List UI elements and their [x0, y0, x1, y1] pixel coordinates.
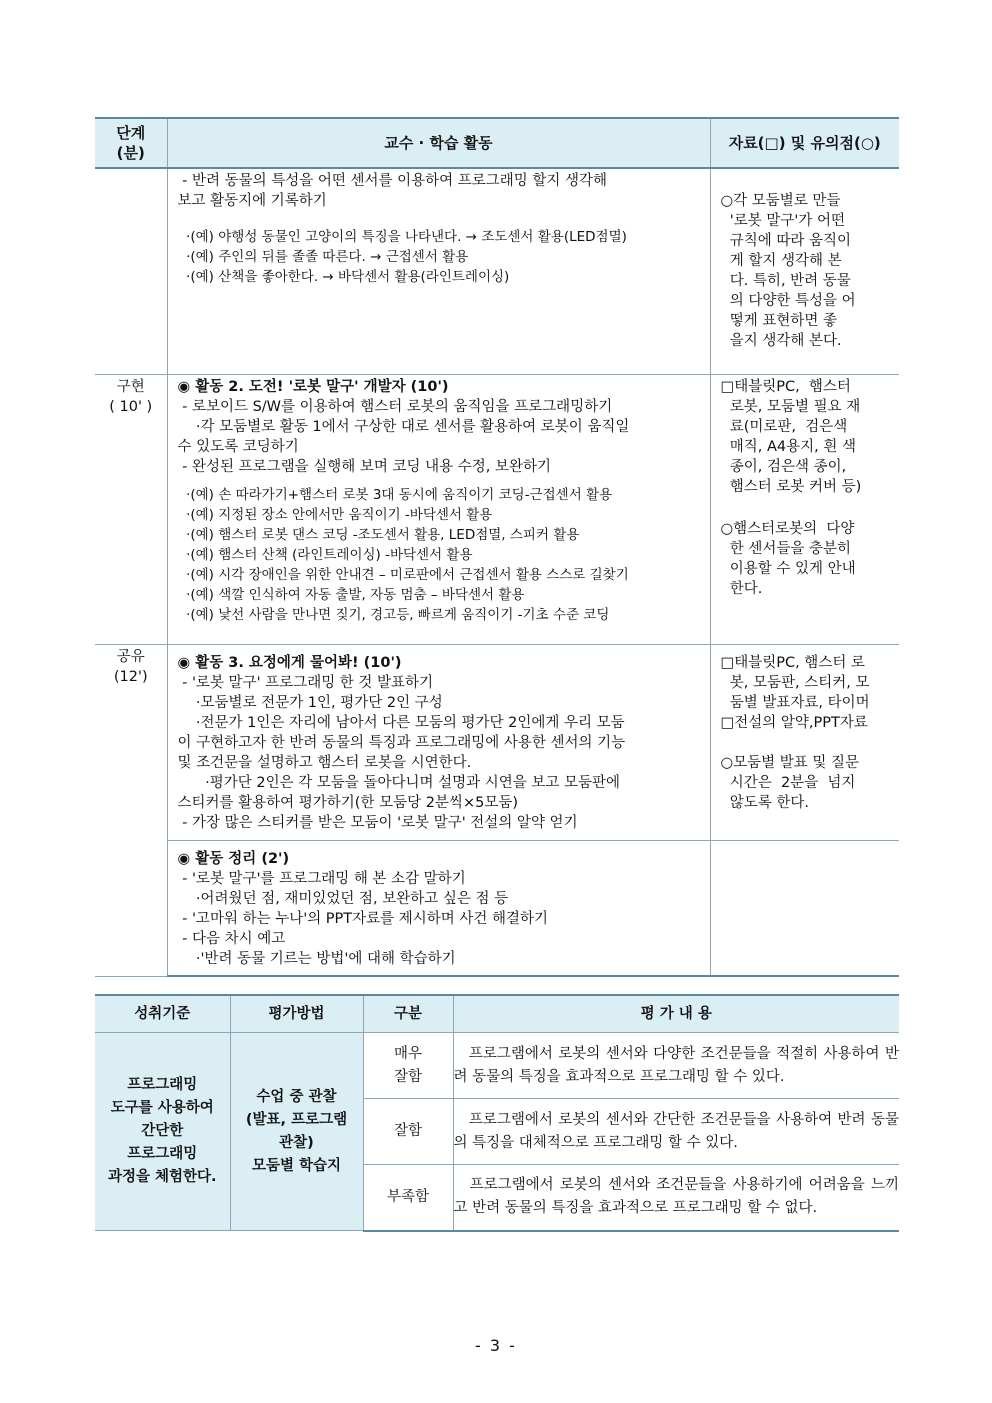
- evaluation-row: [95, 1033, 899, 1099]
- header-criteria: 성취기준: [95, 995, 230, 1033]
- row1-stage: [95, 168, 167, 374]
- level-label: 잘함: [363, 1099, 453, 1165]
- activity-title: ◉ 활동 정리 (2'): [177, 850, 290, 867]
- stage-name: 구현: [116, 378, 145, 395]
- materials-line: 로봇, 모둠별 필요 재: [720, 398, 861, 415]
- activity-line: ·모둠별로 전문가 1인, 평가단 2인 구성: [177, 694, 443, 711]
- example-line: ·(예) 시각 장애인을 위한 안내견 – 미로판에서 근접센서 활용 스스로 길찾기: [177, 566, 629, 583]
- header-materials: 자료(□) 및 유의점(○): [710, 118, 899, 168]
- materials-line: □태블릿PC, 햄스터: [720, 378, 851, 395]
- lesson-row-1: [95, 168, 899, 374]
- row1-materials: [710, 168, 899, 374]
- row4-materials: [710, 840, 899, 976]
- activity-line: 이 구현하고자 한 반려 동물의 특징과 프로그래밍에 사용한 센서의 기능: [177, 734, 626, 751]
- activity-line: - '로봇 말구' 프로그래밍 한 것 발표하기: [177, 674, 434, 691]
- example-line: ·(예) 낯선 사람을 만나면 짖기, 경고등, 빠르게 움직이기 -기초 수준 코딩: [177, 606, 610, 623]
- lesson-plan-table: [95, 117, 899, 977]
- row1-activity: [167, 168, 710, 374]
- materials-line: 매직, A4용지, 흰 색: [720, 438, 856, 455]
- materials-line: ○각 모둠별로 만들: [720, 193, 841, 209]
- materials-line: 한 센서들을 충분히: [720, 540, 851, 557]
- level-content: 프로그램에서 로봇의 센서와 다양한 조건문들을 적절히 사용하여 반려 동물의 특징을 효과적으로 프로그래밍 할 수 있다.: [453, 1033, 899, 1099]
- row3-stage: [95, 644, 167, 976]
- materials-line: 을지 생각해 본다.: [720, 333, 842, 349]
- activity-line: - 다음 차시 예고: [177, 930, 286, 947]
- header-activity: 교수 · 학습 활동: [167, 118, 710, 168]
- activity-line: ·각 모둠별로 활동 1에서 구상한 대로 센서를 활용하여 로봇이 움직일: [177, 418, 630, 435]
- materials-line: 이용할 수 있게 안내: [720, 560, 856, 577]
- lesson-table-header: [95, 118, 899, 168]
- materials-line: 게 할지 생각해 본: [720, 253, 842, 269]
- example-line: ·(예) 야행성 동물인 고양이의 특징을 나타낸다. → 조도센서 활용(LED점멸): [177, 229, 627, 245]
- example-line: ·(예) 햄스터 산책 (라인트레이싱) -바닥센서 활용: [177, 546, 473, 563]
- example-line: ·(예) 지정된 장소 안에서만 움직이기 -바닥센서 활용: [177, 506, 493, 523]
- activity-line: - 반려 동물의 특성을 어떤 센서를 이용하여 프로그래밍 할지 생각해: [177, 173, 608, 189]
- materials-line: 의 다양한 특성을 어: [720, 293, 856, 309]
- stage-time: (12'): [113, 668, 148, 685]
- materials-line: ○햄스터로봇의 다양: [720, 520, 855, 537]
- evaluation-table-header: [95, 995, 899, 1033]
- materials-line: 료(미로판, 검은색: [720, 418, 848, 435]
- header-method: 평가방법: [230, 995, 363, 1033]
- example-line: ·(예) 주인의 뒤를 졸졸 따른다. → 근접센서 활용: [177, 249, 469, 265]
- header-level: 구분: [363, 995, 453, 1033]
- row2-activity: [167, 374, 710, 644]
- materials-line: 종이, 검은색 종이,: [720, 458, 847, 475]
- stage-name: 공유: [116, 648, 145, 665]
- materials-line: 봇, 모둠판, 스티커, 모: [720, 674, 870, 691]
- level-label: 매우 잘함: [363, 1033, 453, 1099]
- stage-time: ( 10' ): [109, 398, 153, 415]
- row2-materials: [710, 374, 899, 644]
- materials-line: 규칙에 따라 움직이: [720, 233, 851, 249]
- activity-line: 보고 활동지에 기록하기: [177, 193, 327, 209]
- activity-line: - 로보이드 S/W를 이용하여 햄스터 로봇의 움직임을 프로그래밍하기: [177, 398, 613, 415]
- activity-title: ◉ 활동 2. 도전! '로봇 말구' 개발자 (10'): [177, 378, 449, 395]
- lesson-row-2: [95, 374, 899, 644]
- activity-line: 스티커를 활용하여 평가하기(한 모둠당 2분씩×5모둠): [177, 794, 518, 811]
- example-line: ·(예) 손 따라가기+햄스터 로봇 3대 동시에 움직이기 코딩-근접센서 활용: [177, 486, 613, 503]
- achievement-criteria: 프로그래밍 도구를 사용하여 간단한 프로그래밍 과정을 체험한다.: [95, 1033, 230, 1231]
- lesson-row-3: [95, 644, 899, 840]
- activity-line: 및 조건문을 설명하고 햄스터 로봇을 시연한다.: [177, 754, 472, 771]
- materials-line: □전설의 알약,PPT자료: [720, 714, 868, 731]
- level-content: 프로그램에서 로봇의 센서와 조건문들을 사용하기에 어려움을 느끼고 반려 동물의 특징을 효과적으로 프로그래밍 할 수 없다.: [453, 1165, 899, 1231]
- example-line: ·(예) 색깔 인식하여 자동 출발, 자동 멈춤 – 바닥센서 활용: [177, 586, 525, 603]
- header-stage: 단계 (분): [95, 118, 167, 168]
- materials-line: '로봇 말구'가 어떤: [720, 213, 845, 229]
- materials-line: 시간은 2분을 넘지: [720, 774, 856, 791]
- level-content: 프로그램에서 로봇의 센서와 간단한 조건문들을 사용하여 반려 동물의 특징을 대체적으로 프로그래밍 할 수 있다.: [453, 1099, 899, 1165]
- materials-line: 둠별 발표자료, 타이머: [720, 694, 870, 711]
- materials-line: 떻게 표현하면 좋: [720, 313, 837, 329]
- materials-line: □태블릿PC, 햄스터 로: [720, 654, 865, 671]
- activity-line: - 완성된 프로그램을 실행해 보며 코딩 내용 수정, 보완하기: [177, 458, 551, 475]
- evaluation-table: [95, 994, 899, 1232]
- activity-line: ·평가단 2인은 각 모둠을 돌아다니며 설명과 시연을 보고 모둠판에: [177, 774, 621, 791]
- page-number: - 3 -: [475, 1336, 517, 1355]
- row4-activity: [167, 840, 710, 976]
- header-content: 평 가 내 용: [453, 995, 899, 1033]
- evaluation-method: 수업 중 관찰 (발표, 프로그램 관찰) 모둠별 학습지: [230, 1033, 363, 1231]
- activity-line: ·'반려 동물 기르는 방법'에 대해 학습하기: [177, 950, 456, 967]
- materials-line: 않도록 한다.: [720, 794, 809, 811]
- materials-line: 한다.: [720, 580, 763, 597]
- row2-stage: [95, 374, 167, 644]
- row3-materials: [710, 644, 899, 840]
- activity-line: - '고마워 하는 누나'의 PPT자료를 제시하며 사건 해결하기: [177, 910, 549, 927]
- materials-line: ○모둠별 발표 및 질문: [720, 754, 860, 771]
- activity-title: ◉ 활동 3. 요정에게 물어봐! (10'): [177, 654, 402, 671]
- activity-line: - 가장 많은 스티커를 받은 모둠이 '로봇 말구' 전설의 알약 얻기: [177, 814, 578, 831]
- level-label: 부족함: [363, 1165, 453, 1231]
- example-line: ·(예) 산책을 좋아한다. → 바닥센서 활용(라인트레이싱): [177, 269, 510, 285]
- activity-line: - '로봇 말구'를 프로그래밍 해 본 소감 말하기: [177, 870, 466, 887]
- materials-line: 햄스터 로봇 커버 등): [720, 478, 862, 495]
- activity-line: 수 있도록 코딩하기: [177, 438, 299, 455]
- example-line: ·(예) 햄스터 로봇 댄스 코딩 -조도센서 활용, LED점멸, 스피커 활용: [177, 526, 580, 543]
- row3-activity: [167, 644, 710, 840]
- materials-line: 다. 특히, 반려 동물: [720, 273, 851, 289]
- activity-line: ·어려웠던 점, 재미있었던 점, 보완하고 싶은 점 등: [177, 890, 509, 907]
- activity-line: ·전문가 1인은 자리에 남아서 다른 모둠의 평가단 2인에게 우리 모둠: [177, 714, 625, 731]
- lesson-row-4: [95, 840, 899, 976]
